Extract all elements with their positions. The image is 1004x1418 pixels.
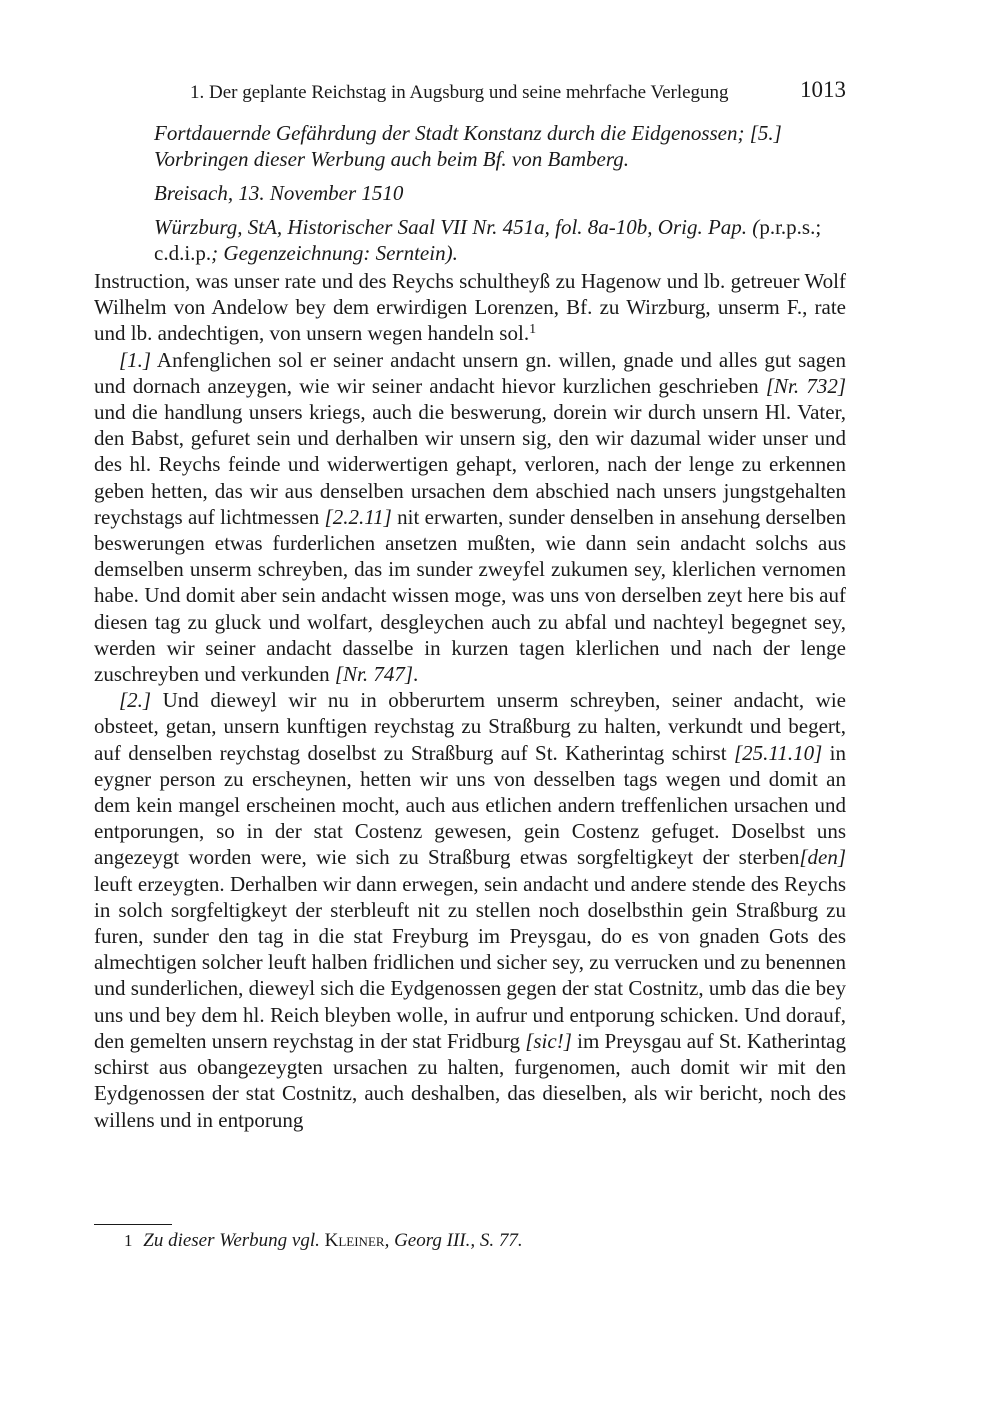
intro-text: Instruction, was unser rate und des Reychs schultheyß zu Hagenow und lb. getreuer Wolf Wilhelm von Andelow bey dem erwirdigen Lorenzen, Bf. zu Wirzburg, unserm F., rate und lb. andechtigen, von unsern wegen handeln sol.: [94, 269, 846, 346]
section-1-text-b: und die handlung unsers kriegs, auch die beswerung, dorein wir durch unsern Hl. Vater, den Babst, gefuret sein und derhalben wir unsern sig, den wir dazumal wider unser und des hl. Reychs feinde und widerwertigen gehapt, verloren, nach der lenge zu erkennen geben hetten, das wir aus denselben ursachen dem abschied nach unsers jungstgehalten reychstags auf lichtmessen: [94, 400, 846, 529]
editorial-reference[interactable]: [Nr. 732]: [765, 373, 846, 398]
regest-line-2: Vorbringen dieser Werbung auch beim Bf. von Bamberg.: [154, 147, 629, 171]
source-countersign: ; Gegenzeichnung: Serntein).: [211, 241, 458, 265]
source-note: [154, 214, 846, 266]
editorial-reference[interactable]: [2.2.11]: [324, 504, 392, 529]
footnote-text-b: , Georg III., S. 77.: [384, 1230, 523, 1251]
footnote-divider: [94, 1224, 172, 1225]
source-archive: Würzburg, StA, Historischer Saal VII Nr. 451a, fol. 8a-10b, Orig. Pap. (: [154, 215, 760, 239]
editorial-reference[interactable]: [25.11.10]: [733, 740, 823, 765]
editorial-sic: [sic!]: [525, 1028, 572, 1053]
footnote: [124, 1229, 846, 1253]
section-1-text-c: nit erwarten, sunder denselben in ansehung derselben beswerungen etwas furderlichen ansetzen mußten, wie dann sein andacht solchs aus demselben unserm schreyben, das im sunder zweyfel zukumen sey, klerlichen vernomen habe. Und domit aber sein andacht wissen moge, was uns von derselben zeyt here bis auf diesen tag zu gluck und wolfart, desgleychen auch zu abfal und nachteyl begegnet sey, werden wir seiner andacht dasselbe in kurzen tagen klerlichen und nach der lenge zuschreyben und verkunden: [94, 504, 846, 687]
document-body: [94, 268, 846, 1133]
editorial-insertion: [den]: [799, 845, 846, 870]
source-mark-prps: p.r.p.s.;: [759, 215, 822, 239]
running-head-title: 1. Der geplante Reichstag in Augsburg und seine mehrfache Verlegung: [190, 82, 729, 103]
section-number: [1.]: [119, 347, 152, 372]
paragraph-intro: [94, 268, 846, 347]
footnote-text-a: Zu dieser Werbung vgl.: [143, 1230, 320, 1251]
source-mark-cdip: c.d.i.p.: [154, 241, 212, 265]
section-number: [2.]: [119, 688, 152, 713]
footnote-author: Kleiner: [324, 1230, 385, 1251]
editorial-reference[interactable]: [Nr. 747]: [334, 662, 414, 687]
section-2-text-d: im Preysgau auf St. Katherintag schirst aus obangezeygten ursachen zu halten, furgenomen, auch domit wir mit den Eydgenossen der stat Costnitz, auch deshalben, das dieselben, als wir bericht, noch des willens und in entporung: [94, 1028, 847, 1132]
paragraph-section-1: [94, 347, 846, 688]
section-1-text-a: Anfenglichen sol er seiner andacht unsern gn. willen, gnade und alles gut sagen und dornach anzeygen, wie wir seiner andacht hievor kurzlichen geschrieben: [94, 347, 846, 398]
section-1-text-d: .: [413, 662, 419, 687]
regest-line-1: Fortdauernde Gefährdung der Stadt Konstanz durch die Eidgenossen; [5.]: [154, 121, 782, 145]
section-2-text-c: leuft erzeygten. Derhalben wir dann erwegen, sein andacht und andere stende des Reychs in solch sorgfeltigkeyt der sterbleuft nit zu stellen noch doselbsthin gein Straßburg zu furen, sunder den tag in die stat Freyburg im Preysgau, do es von gnaden Gots des almechtigen solcher leuft halben fridlichen und sicher sey, zu verrucken und zu benennen und sunderlichen, dieweyl sich die Eydgenossen gegen der stat Costnitz, umb das die bey uns und bey dem hl. Reich bleyben wolle, in aufrur und entporung schicken. Und dorauf, den gemelten unsern reychstag in der stat Fridburg: [94, 871, 846, 1053]
section-2-text-a: Und dieweyl wir nu in obberurtem unserm schreyben, seiner andacht, wie obsteet, getan, unsern kunftigen reychstag zu Straßburg zu halten, verkundt und begert, auf denselben reychstag doselbst zu Straßburg auf St. Katherintag schirst: [94, 688, 846, 765]
paragraph-section-2: [94, 687, 846, 1132]
page-number: 1013: [800, 77, 846, 102]
footnote-number: 1: [124, 1231, 133, 1250]
document-header: [154, 120, 846, 266]
place-date: Breisach, 13. November 1510: [154, 181, 404, 205]
footnote-marker[interactable]: 1: [529, 322, 537, 338]
regest: [154, 120, 846, 172]
section-2-text-b: in eygner person zu erscheynen, hetten wir uns von desselben tags wegen und domit an dem kein mangel erscheinen mocht, auch aus etlichen andern treffenlichen ursachen und entporungen, so in der stat Costenz gewesen, gein Costenz gefuget. Doselbst uns angezeygt worden were, wie sich zu Straßburg etwas sorgfeltigkeyt der sterben: [94, 740, 846, 870]
